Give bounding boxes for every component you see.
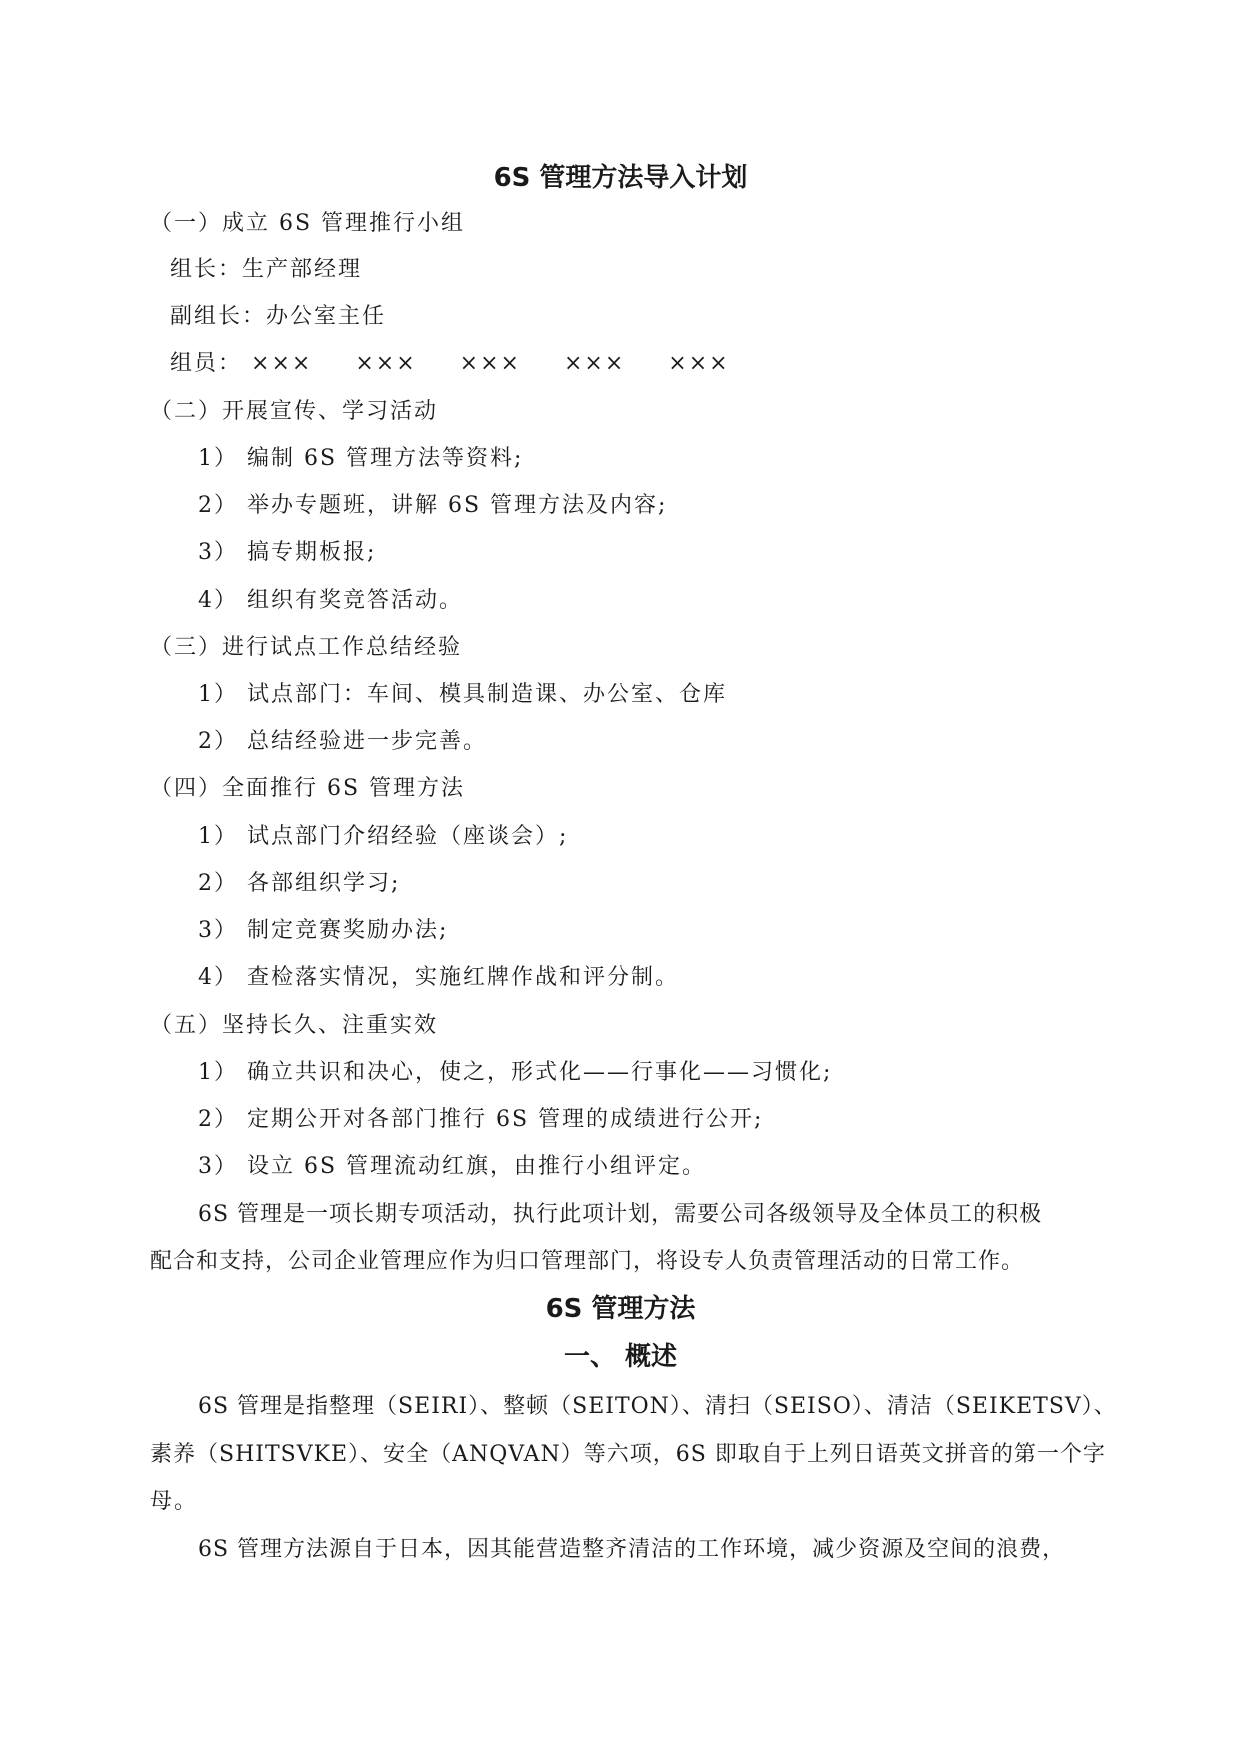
- list-item: 1） 确立共识和决心，使之，形式化——行事化——习惯化;: [198, 1060, 833, 1085]
- list-item: 1） 编制 6S 管理方法等资料;: [198, 446, 524, 471]
- section-title: 6S 管理方法: [545, 1294, 696, 1324]
- members-label: 组员：: [170, 351, 243, 376]
- list-item: 1） 试点部门：车间、模具制造课、办公室、仓库: [198, 682, 727, 707]
- list-item: 2） 总结经验进一步完善。: [198, 729, 487, 754]
- list-item: 3） 制定竞赛奖励办法;: [198, 918, 449, 943]
- list-item: 3） 设立 6S 管理流动红旗，由推行小组评定。: [198, 1154, 707, 1179]
- team-leader: 组长：生产部经理: [170, 257, 363, 282]
- closing-paragraph-line: 配合和支持，公司企业管理应作为归口管理部门，将设专人负责管理活动的日常工作。: [150, 1249, 1025, 1274]
- section-3-heading: （三）进行试点工作总结经验: [150, 635, 463, 660]
- overview-paragraph-line: 母。: [150, 1489, 199, 1514]
- overview-paragraph-line: 6S 管理是指整理（SEIRI）、整顿（SEITON）、清扫（SEISO）、清洁（SEIKETSV）、: [198, 1394, 1117, 1419]
- member-placeholder: ×××: [563, 351, 626, 376]
- member-placeholder: ×××: [459, 351, 521, 376]
- section-4-heading: （四）全面推行 6S 管理方法: [150, 776, 466, 801]
- overview-paragraph-line: 素养（SHITSVKE）、安全（ANQVAN）等六项，6S 即取自于上列日语英文拼音的第一个字: [150, 1442, 1106, 1467]
- list-item: 3） 搞专期板报;: [198, 540, 377, 565]
- member-placeholder: ×××: [251, 351, 313, 376]
- section-1-heading: （一）成立 6S 管理推行小组: [150, 211, 466, 236]
- member-placeholder: ×××: [355, 351, 417, 376]
- list-item: 4） 组织有奖竞答活动。: [198, 588, 463, 613]
- list-item: 2） 举办专题班，讲解 6S 管理方法及内容;: [198, 493, 668, 518]
- team-deputy: 副组长：办公室主任: [170, 304, 387, 329]
- overview-paragraph-line: 6S 管理方法源自于日本，因其能营造整齐清洁的工作环境，减少资源及空间的浪费，: [198, 1537, 1066, 1562]
- list-item: 2） 定期公开对各部门推行 6S 管理的成绩进行公开;: [198, 1107, 764, 1132]
- list-item: 2） 各部组织学习;: [198, 871, 401, 896]
- closing-paragraph-line: 6S 管理是一项长期专项活动，执行此项计划，需要公司各级领导及全体员工的积极: [198, 1202, 1043, 1227]
- member-placeholder: ×××: [668, 351, 730, 376]
- team-members: [170, 349, 764, 379]
- section-2-heading: （二）开展宣传、学习活动: [150, 399, 439, 424]
- list-item: 4） 查检落实情况，实施红牌作战和评分制。: [198, 965, 679, 990]
- document-title: 6S 管理方法导入计划: [493, 163, 748, 193]
- subsection-title: 一、 概述: [563, 1342, 678, 1372]
- section-5-heading: （五）坚持长久、注重实效: [150, 1013, 439, 1038]
- list-item: 1） 试点部门介绍经验（座谈会）;: [198, 824, 569, 849]
